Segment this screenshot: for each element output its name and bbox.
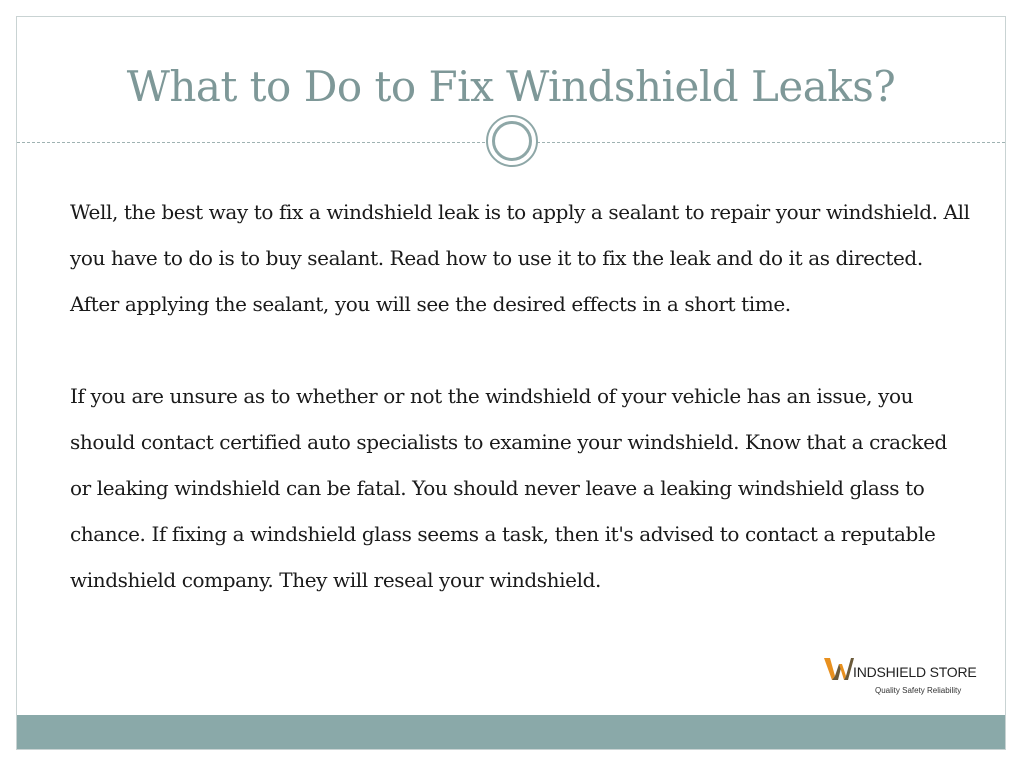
paragraph-2: If you are unsure as to whether or not the windshield of your vehicle has an issue, you should contact certified auto specialists to examine your windshield. Know that a cracked or leaking windshield can be fatal. You should never leave a leaking windshield glass to chance. If fixing a windshield glass seems a task, then it's advised to contact a reputable windshield company. They will reseal your windshield. (70, 384, 947, 592)
logo-tagline: Quality Safety Reliability (875, 686, 962, 695)
windshield-store-logo (824, 654, 1004, 700)
ring-ornament (486, 115, 538, 167)
paragraph-spacer (70, 327, 970, 373)
body-text (70, 189, 970, 603)
footer-band (17, 715, 1005, 749)
ring-ornament-inner (492, 121, 532, 161)
slide-title: What to Do to Fix Windshield Leaks? (126, 62, 896, 111)
w-mark-logo-icon (824, 656, 854, 682)
logo-name: INDSHIELD STORE (853, 664, 977, 680)
paragraph-1: Well, the best way to fix a windshield leak is to apply a sealant to repair your windshield. All you have to do is to buy sealant. Read how to use it to fix the leak and do it as directed. After applying the sealant, you will see the desired effects in a short time. (70, 200, 970, 316)
slide (16, 16, 1006, 750)
